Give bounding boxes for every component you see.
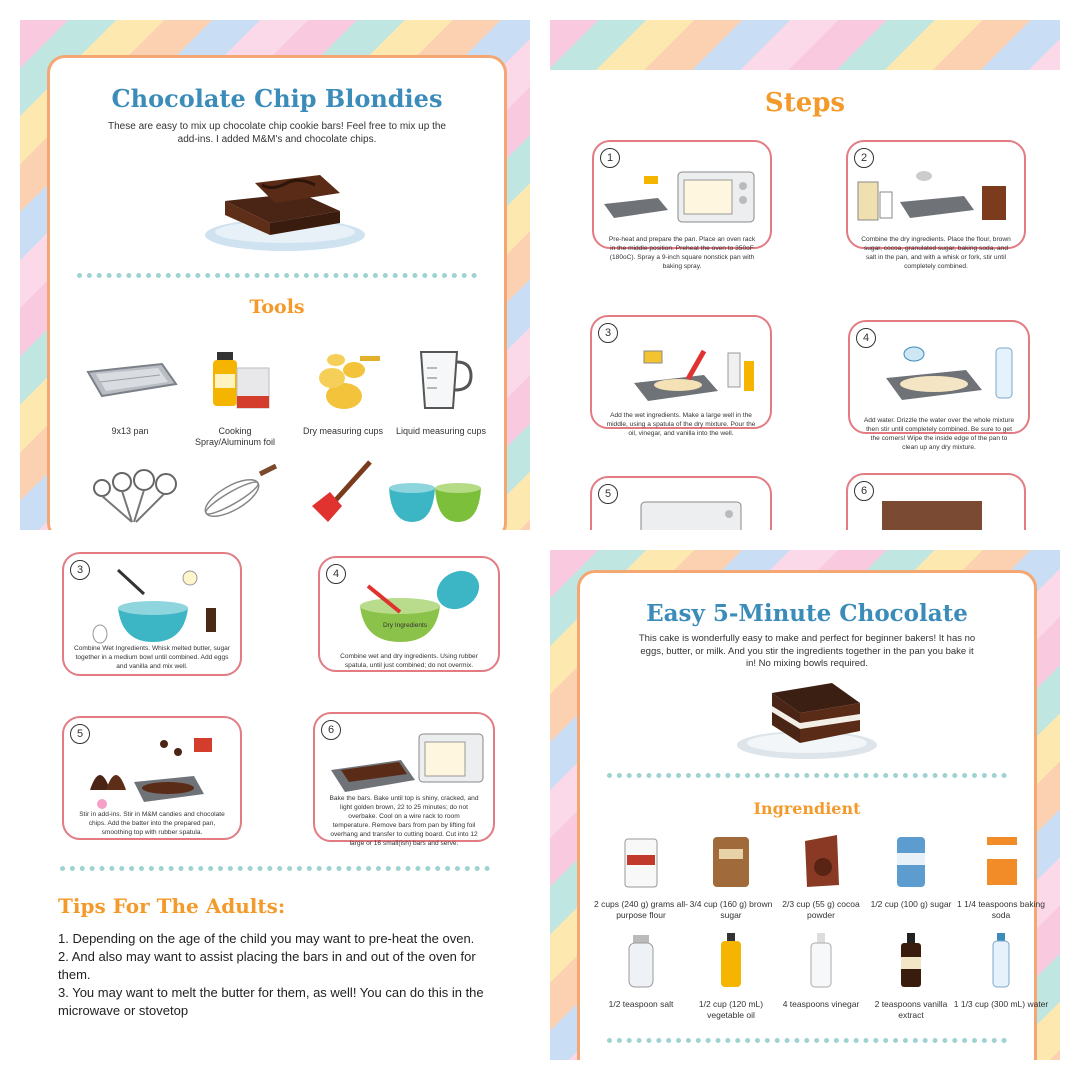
recipe-intro: These are easy to mix up chocolate chip cookie bars! Feel free to mix up the add-ins. I added M&M's and chocolate chips.: [108, 121, 446, 145]
ingredient-label: 1 1/3 cup (300 mL) water: [953, 999, 1049, 1009]
step-number: 3: [70, 560, 90, 580]
step-text: Bake the bars. Bake until top is shiny, cracked, and light golden brown, 22 to 25 minutes; do not overbake. Cool on a wire rack to room temperature. Remove bars from pan by lifting foil overhang and transfer to cutting board. Cut into 12 large or 16 small(ish) bars and serve.: [329, 795, 479, 847]
combining-bowls-icon: [338, 566, 488, 646]
dry-ingredients-icon: [854, 162, 1014, 232]
step-text: Add water. Drizzle the water over the whole mixture then stir until completely combined. Be sure to get the corners! Wipe the inside edge of the pan to clean up any dry mixture.: [863, 417, 1015, 451]
step-text: Combine the dry ingredients. Place the flour, brown sugar, cocoa, granulated sugar, baking soda, and salt in the pan, and with a whisk or fork, stir until completely combined.: [861, 236, 1011, 270]
section-divider: [60, 866, 490, 871]
ingredient-label: 2/3 cup (55 g) cocoa powder: [782, 899, 860, 920]
step-card: [62, 552, 242, 676]
step-card: [846, 140, 1026, 270]
cocoa-bag-icon: [799, 831, 843, 891]
step-card: [313, 712, 495, 847]
step-text: Combine wet and dry ingredients. Using rubber spatula, until just combined; do not overmix.: [340, 653, 478, 669]
cake-slice-icon: [732, 673, 882, 763]
dry-measuring-cups-icon: [306, 346, 386, 416]
striped-banner: [550, 20, 1060, 70]
tool-label: 9x13 pan: [111, 426, 149, 436]
recipe-intro: This cake is wonderfully easy to make and perfect for beginner bakers! It has no eggs, butter, or milk. And you stir the ingredients together in the pan you bake it in! No mixing bowls required.: [638, 633, 976, 669]
tool-label: Dry measuring cups: [302, 426, 384, 436]
measuring-spoons-icon: [88, 466, 178, 526]
step-number: 6: [321, 720, 341, 740]
oil-bottle-icon: [709, 931, 753, 991]
ingredient-label: 2 cups (240 g) grams all-purpose flour: [593, 899, 688, 920]
mixing-bowls-icon: [385, 478, 485, 528]
step-card: [846, 473, 1026, 530]
baking-soda-box-icon: [979, 831, 1023, 891]
liquid-measuring-cup-icon: [407, 344, 477, 414]
step-number: 4: [326, 564, 346, 584]
ingredient-label: 1/2 teaspoon salt: [608, 999, 674, 1009]
step-number: 2: [854, 148, 874, 168]
step-card: [590, 476, 772, 530]
section-divider: [77, 273, 477, 278]
ingredient-label: 1 1/4 teaspoons baking soda: [957, 899, 1045, 920]
step-number: 1: [600, 148, 620, 168]
section-divider: [607, 773, 1007, 778]
step-card: [592, 140, 772, 270]
whisk-icon: [202, 464, 282, 524]
recipe-card: [47, 55, 507, 530]
blondie-steps-panel: [20, 550, 530, 1060]
add-ins-icon: [78, 730, 228, 810]
recipe-card: [577, 570, 1049, 1060]
step-text: Add the wet ingredients. Make a large well in the middle, using a spatula of the dry mixture. Pour the oil, vinegar, and vanilla into the well.: [606, 412, 756, 437]
brownie-plate-icon: [200, 163, 370, 253]
step-card: [62, 716, 242, 840]
ingredients-title: Ingrendient: [753, 799, 861, 818]
step-text: Stir in add-ins. Stir in M&M candies and chocolate chips. Add the batter into the prepared pan, smoothing top with rubber spatula.: [79, 811, 225, 836]
step-number: 6: [854, 481, 874, 501]
step-text: Combine Wet Ingredients. Whisk melted butter, sugar together in a medium bowl until combined. Add eggs and vanilla and mix well.: [74, 645, 231, 670]
cake-panel: [550, 550, 1060, 1060]
tip-item: 1. Depending on the age of the child you may want to pre-heat the oven.: [58, 931, 475, 946]
steps-panel: [550, 20, 1060, 530]
brown-sugar-bag-icon: [709, 831, 753, 891]
step-number: 5: [598, 484, 618, 504]
ingredient-label: 4 teaspoons vinegar: [782, 999, 860, 1009]
step-number: 4: [856, 328, 876, 348]
step-number: 3: [598, 323, 618, 343]
water-pan-icon: [860, 338, 1020, 408]
tip-item: 3. You may want to melt the butter for them, as well! You can do this in the microwave or stovetop: [58, 985, 484, 1018]
ingredient-label: 3/4 cup (160 g) brown sugar: [689, 899, 773, 920]
cooling-rack-icon: [872, 497, 992, 530]
salt-shaker-icon: [619, 931, 663, 991]
oven-icon: [637, 498, 747, 530]
tips-list: [58, 930, 498, 1020]
recipe-title: Chocolate Chip Blondies: [111, 84, 443, 113]
tools-title: Tools: [249, 296, 305, 318]
steps-title: Steps: [764, 88, 846, 118]
vanilla-bottle-icon: [889, 931, 933, 991]
oven-icon: [600, 162, 760, 232]
vinegar-bottle-icon: [799, 931, 843, 991]
blondies-panel: [20, 20, 530, 530]
step-card: [590, 315, 772, 437]
baking-bars-icon: [327, 726, 487, 796]
whisking-bowl-icon: [78, 564, 228, 644]
flour-bag-icon: [619, 831, 663, 891]
step-card: [848, 320, 1030, 451]
step-text: Pre-heat and prepare the pan. Place an oven rack in the middle position. Preheat the oven to 350oF (180oC). Spray a 9-inch square nonstick pan with baking spray.: [608, 236, 756, 270]
tool-label: Liquid measuring cups: [395, 426, 487, 436]
tip-item: 2. And also may want to assist placing the bars in and out of the oven for them.: [58, 949, 476, 982]
ingredient-label: 1/2 cup (100 g) sugar: [870, 899, 952, 909]
recipe-title: Easy 5-Minute Chocolate: [646, 600, 968, 627]
wet-ingredients-icon: [600, 335, 760, 405]
section-divider: [607, 1038, 1007, 1043]
bowl-label: Dry Ingredients: [382, 622, 428, 629]
ingredient-label: 2 teaspoons vanilla extract: [874, 999, 948, 1020]
cooking-spray-icon: [195, 344, 275, 414]
baking-pan-icon: [80, 358, 180, 408]
spatula-icon: [308, 458, 378, 528]
tool-label: Cooking Spray/Aluminum foil: [194, 426, 276, 447]
step-number: 5: [70, 724, 90, 744]
sugar-canister-icon: [889, 831, 933, 891]
ingredient-label: 1/2 cup (120 mL) vegetable oil: [698, 999, 764, 1020]
tips-title: Tips For The Adults:: [58, 894, 286, 918]
step-card: [318, 556, 500, 672]
water-bottle-icon: [979, 931, 1023, 991]
